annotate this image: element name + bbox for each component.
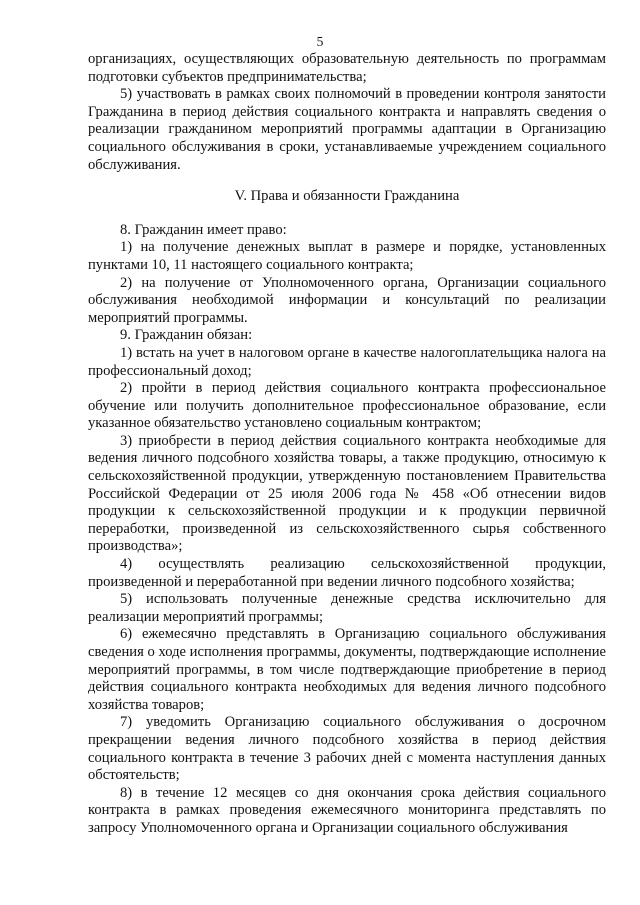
paragraph: 5) использовать полученные денежные средства исключительно для реализации мероприятий программы; [88, 591, 606, 625]
paragraph: 2) пройти в период действия социального контракта профессиональное обучение или получить дополнительное профессиональное образование, если указанное обязательство установлено социальным контрактом; [88, 380, 606, 432]
page-number: 5 [316, 34, 324, 49]
paragraph: 3) приобрести в период действия социального контракта необходимые для ведения личного подсобного хозяйства товары, а также продукцию, относимую к сельскохозяйственной продукции, утвержденную постановлением Правительства Российской Федерации от 25 июля 2006 года № 458 «Об отнесении видов продукции к сельскохозяйственной продукции и к продукции первичной переработки, произведенной из сельскохозяйственного сырья собственного производства»; [88, 432, 606, 555]
paragraph: 7) уведомить Организацию социального обслуживания о досрочном прекращении ведения личного подсобного хозяйства в период действия социального контракта в течение 3 рабочих дней с момента наступления данных обстоятельств; [88, 714, 606, 784]
paragraph: организациях, осуществляющих образовательную деятельность по программам подготовки субъектов предпринимательства; [88, 51, 606, 85]
paragraph: 1) на получение денежных выплат в размере и порядке, установленных пунктами 10, 11 настоящего социального контракта; [88, 239, 606, 273]
paragraph: 9. Гражданин обязан: [120, 327, 253, 344]
paragraph: 8) в течение 12 месяцев со дня окончания срока действия социального контракта в рамках проведения ежемесячного мониторинга представлять по запросу Уполномоченного органа и Организации социального обслуживания [88, 784, 606, 836]
section-heading: V. Права и обязанности Гражданина [234, 188, 460, 205]
paragraph: 8. Гражданин имеет право: [120, 221, 287, 238]
paragraph: 1) встать на учет в налоговом органе в качестве налогоплательщика налога на профессиональный доход; [88, 344, 606, 379]
paragraph: 6) ежемесячно представлять в Организацию социального обслуживания сведения о ходе исполнения программы, документы, подтверждающие исполнение мероприятий программы, в том числе подтверждающие приобретение в период действия социального контракта необходимых для ведения личного подсобного хозяйства товаров; [88, 626, 606, 713]
document-body [88, 51, 606, 838]
paragraph: 2) на получение от Уполномоченного органа, Организации социального обслуживания необходимой информации и консультаций по реализации мероприятий программы. [88, 274, 606, 326]
paragraph: 5) участвовать в рамках своих полномочий в проведении контроля занятости Гражданина в период действия социального контракта и направлять сведения о реализации гражданином мероприятий программы адаптации в Организацию социального обслуживания в сроки, устанавливаемые учреждением социального обслуживания. [88, 86, 606, 173]
paragraph: 4) осуществлять реализацию сельскохозяйственной продукции, произведенной и переработанной при ведении личного подсобного хозяйства; [88, 556, 606, 590]
